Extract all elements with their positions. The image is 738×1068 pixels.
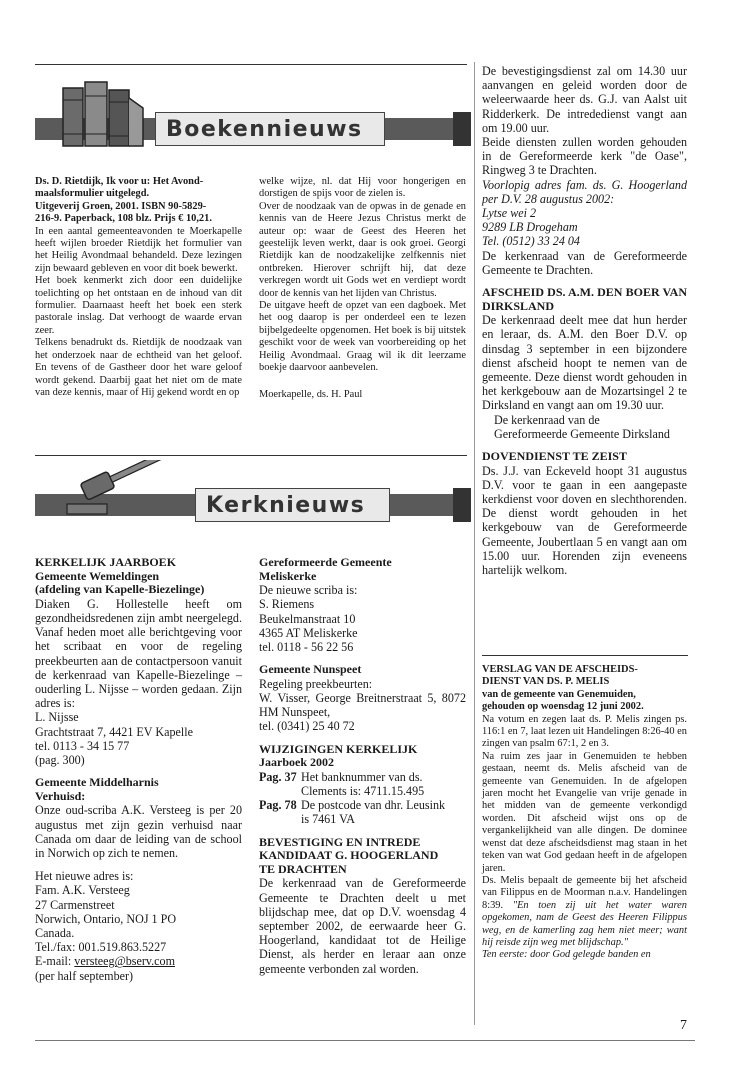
book-para-4: welke wijze, nl. dat Hij voor hongerigen en dorstigen de spijs voor de zielen is.	[259, 176, 466, 200]
meliskerke-line-5: tel. 0118 - 56 22 56	[259, 640, 354, 654]
middelharnis-new-label: Het nieuwe adres is:	[35, 869, 134, 884]
top-rule-left	[35, 64, 467, 65]
verslag-p3a: Ds. Melis bepaalt de gemeente bij het afscheid van Filippus en de Moorman n.a.v. Handelingen 8:39.	[482, 874, 687, 911]
drachten-p2: Beide diensten zullen worden gehouden in de Gereformeerde kerk "de Oase", Ringweg 3 te Drachten.	[482, 135, 687, 178]
kerk-col1	[35, 556, 242, 983]
page-number: 7	[680, 1018, 687, 1033]
nunspeet-heading: Gemeente Nunspeet	[259, 662, 362, 677]
gavel-icon	[65, 460, 175, 522]
middelharnis-addr-3: Norwich, Ontario, NOJ 1 PO	[35, 911, 177, 926]
book-title-line3: Uitgeverij Groen, 2001. ISBN 90-5829-	[35, 200, 207, 212]
drachten-addr-3: 9289 LB Drogeham	[482, 220, 578, 235]
middelharnis-addr-5: Tel./fax: 001.519.863.5227	[35, 940, 167, 955]
meliskerke-line-2: S. Riemens	[259, 597, 315, 612]
meliskerke-heading1: Gereformeerde Gemeente	[259, 555, 392, 569]
drachten-addr-1: Voorlopig adres fam. ds. G. Hoogerland per D.V. 28 augustus 2002:	[482, 177, 687, 206]
column-divider	[474, 62, 475, 1025]
verslag-heading1: VERSLAG VAN DE AFSCHEIDS-	[482, 664, 638, 675]
nunspeet-line-1: Regeling preekbeurten:	[259, 676, 373, 691]
jaarboek-addr-4: (pag. 300)	[35, 753, 85, 768]
afscheid-sign-2: Gereformeerde Gemeente Dirksland	[494, 426, 670, 441]
wijziging-val-1a: Het banknummer van ds.	[301, 769, 423, 784]
middelharnis-addr-4: Canada.	[35, 926, 75, 941]
afscheid-body: De kerkenraad deelt mee dat hun herder en leraar, ds. A.M. den Boer D.V. op dinsdag 3 september in een bijzondere dienst afscheid hoopt te nemen van de gemeente. Deze dienst wordt gehouden in het kerkgebouw aan de Mozartsingel 2 te Dirksland en vangt aan om 19.30 uur.	[482, 313, 687, 413]
afscheid-heading: AFSCHEID DS. A.M. DEN BOER VAN DIRKSLAND	[482, 285, 687, 313]
jaarboek-addr-1: L. Nijsse	[35, 710, 79, 725]
email-link[interactable]: versteeg@bserv.com	[74, 954, 175, 969]
wijziging-val-2	[301, 798, 445, 826]
verslag-p1: Na votum en zegen laat ds. P. Melis zingen ps. 116:1 en 7, laat lezen uit Handelingen 8:26-40 en zingen van psalm 67:1, 2 en 3.	[482, 713, 687, 750]
meliskerke-heading2: Meliskerke	[259, 568, 317, 583]
middelharnis-note: (per half september)	[35, 968, 134, 983]
middelharnis-heading1: Gemeente Middelharnis	[35, 775, 159, 790]
wijziging-val-2a: De postcode van dhr. Leusink	[301, 798, 446, 813]
wijzigingen-heading: WIJZIGINGEN KERKELIJK	[259, 741, 418, 756]
bevestiging-body: De kerkenraad van de Gereformeerde Gemeente te Drachten deelt u met blijdschap mee, dat op D.V. woensdag 4 september 2002, de eerwaarde heer G. Hoogerland, kandidaat tot de Heilige Dienst, als herder en leraar aan onze gemeente verbonden zal worden.	[259, 876, 466, 976]
middelharnis-addr-2: 27 Carmenstreet	[35, 897, 115, 912]
doven-body: Ds. J.J. van Eckeveld hoopt 31 augustus D.V. voor te gaan in een aangepaste kerkdienst voor doven en slechthorenden. De dienst wordt gehouden in het kerkgebouw van de Gereformeerde Gemeente, Joubertlaan 5 en vangt aan om 15.00 uur. Horenden zijn eveneens hartelijk welkom.	[482, 463, 687, 578]
wijziging-val-1b: Clements is: 4711.15.495	[301, 784, 425, 798]
right-rule	[482, 655, 688, 656]
wijziging-row-2	[259, 798, 466, 826]
bottom-rule	[35, 1040, 695, 1041]
drachten-addr-4: Tel. (0512) 33 24 04	[482, 234, 580, 249]
bevestiging-heading1: BEVESTIGING EN INTREDE	[259, 834, 421, 849]
book-review-col1	[35, 176, 242, 399]
book-para-1: In een aantal gemeenteavonden te Moerkapelle heeft wijlen broeder Rietdijk het formulier van het Heilig Avondmaal behandeld. Deze lezingen zijn bewaard gebleven en voor dit boek bewerkt.	[35, 225, 242, 274]
wijziging-key-1: Pag. 37	[259, 769, 297, 784]
verslag-p4: Ten eerste: door God gelegde banden en	[482, 949, 651, 961]
meliskerke-line-4: 4365 AT Meliskerke	[259, 625, 358, 640]
jaarboek-addr-3: tel. 0113 - 34 15 77	[35, 738, 130, 753]
jaarboek-body: Diaken G. Hollestelle heeft om gezondheidsredenen zijn ambt neergelegd. Vanaf heden moet alle berichtgeving voor het scribaat en voor de regeling preekbeurten aan de contactpersoon vanuit de kerkenraad van Kapelle-Biezelinge – ouderling L. Nijsse – worden gedaan. Zijn adres is:	[35, 596, 242, 711]
bevestiging-heading3: TE DRACHTEN	[259, 861, 347, 876]
book-para-6: De uitgave heeft de opzet van een dagboek. Met het oog daarop is per onderdeel een te lezen bijbelgedeelte opgenomen. Het boek is bij uitstek geschikt voor de week van voorbereiding op het Heilig Avondmaal. Graag wil ik dit leerzame boekje daarvoor aanbevelen.	[259, 300, 466, 374]
middelharnis-heading2: Verhuisd:	[35, 788, 86, 803]
bevestiging-heading2: KANDIDAAT G. HOOGERLAND	[259, 848, 439, 863]
verslag-heading2: DIENST VAN DS. P. MELIS	[482, 676, 610, 688]
nunspeet-body: W. Visser, George Breitnerstraat 5, 8072 HM Nunspeet,	[259, 691, 466, 720]
verslag-quote: "En toen zij uit het water waren opgekomen, nam de Geest des Heeren Filippus weg, en de kamerling zag hem niet meer; want hij reisde zijn weg met blijdschap."	[482, 899, 687, 948]
middelharnis-addr-1: Fam. A.K. Versteeg	[35, 883, 130, 898]
book-signature: Moerkapelle, ds. H. Paul	[259, 388, 363, 400]
drachten-p3: De kerkenraad van de Gereformeerde Gemeente te Drachten.	[482, 248, 687, 277]
jaarboek-sub2: (afdeling van Kapelle-Biezelinge)	[35, 582, 205, 597]
jaarboek-sub1: Gemeente Wemeldingen	[35, 568, 160, 583]
nunspeet-tel: tel. (0341) 25 40 72	[259, 719, 355, 734]
right-col-bottom	[482, 664, 687, 962]
wijziging-val-2b: is 7461 VA	[301, 812, 355, 827]
middelharnis-body: Onze oud-scriba A.K. Versteeg is per 20 augustus met zijn gezin verhuisd naar Canada om daar de leiding van de school in Norwich op zich te nemen.	[35, 803, 242, 861]
book-para-5: Over de noodzaak van de opwas in de genade en kennis van de Heere Jezus Christus merkt de auteur op: waar de Geest des Heeren het geestelijk leven werkt, daar is ook groei. Georgi Rietdijk kan de noodzakelijke zelfkennis niet ontbreken. Hierover schrijft hij, dat deze verkregen wordt uit Gods wet en verdiept wordt door de kennis van het lijden van Christus.	[259, 200, 466, 299]
wijziging-key-2: Pag. 78	[259, 798, 297, 813]
wijzigingen-sub: Jaarboek 2002	[259, 755, 334, 770]
drachten-p1: De bevestigingsdienst zal om 14.30 uur aanvangen en geleid worden door de weleerwaarde heer ds. G.J. van Aalst uit Ridderkerk. De intrededienst vangt aan om 19.00 uur.	[482, 64, 687, 135]
verslag-p3	[482, 875, 687, 949]
wijziging-row-1	[259, 770, 466, 798]
kerknieuws-title: Kerknieuws	[195, 488, 390, 522]
meliskerke-line-1: De nieuwe scriba is:	[259, 583, 358, 598]
meliskerke-line-3: Beukelmanstraat 10	[259, 611, 356, 626]
books-icon	[55, 78, 150, 150]
right-col-top	[482, 64, 687, 577]
verslag-sub2: gehouden op woensdag 12 juni 2002.	[482, 701, 644, 713]
middelharnis-email-line	[35, 954, 242, 968]
book-para-3: Telkens benadrukt ds. Rietdijk de noodzaak van het onderzoek naar de echtheid van het geloof. En tevens of de Gastheer door het ware geloof wordt gekend. Daarbij gaat het niet om de mate van deze kennis, maar of Hij gekend wordt en op	[35, 337, 242, 398]
afscheid-sign-1: De kerkenraad van de	[494, 412, 600, 427]
kerk-col2	[259, 556, 466, 976]
mid-rule-left	[35, 455, 467, 456]
book-para-2: Het boek kenmerkt zich door een duidelijke toelichting op het ontstaan en de inhoud van dit formulier. Daarnaast heeft het boek een sterk pastorale inslag. Dat verhoogt de waarde ervan zeer.	[35, 275, 242, 336]
boekennieuws-title: Boekennieuws	[155, 112, 385, 146]
doven-heading: DOVENDIENST TE ZEIST	[482, 449, 627, 464]
drachten-addr-2: Lytse wei 2	[482, 206, 537, 221]
verslag-sub1: van de gemeente van Genemuiden,	[482, 688, 636, 700]
book-title-line2: maalsformulier uitgelegd.	[35, 188, 150, 200]
jaarboek-addr-2: Grachtstraat 7, 4421 EV Kapelle	[35, 724, 193, 739]
email-label: E-mail:	[35, 954, 75, 969]
verslag-p2: Na ruim zes jaar in Genemuiden te hebben gestaan, neemt ds. Melis afscheid van de gemeente van Genemuiden. In de afgelopen jaren mocht het Evangelie van vrije genade in het midden van de gemeente verkondigd worden. Dit afscheid wijst ons op de vergankelijkheid van alle dingen. De dominee wenst dat deze afscheidsdienst mag staan in het teken van wat God gedaan heeft in de afgelopen jaren.	[482, 750, 687, 874]
jaarboek-heading: KERKELIJK JAARBOEK	[35, 555, 177, 569]
book-title-line4: 216-9. Paperback, 108 blz. Prijs € 10,21.	[35, 213, 212, 225]
book-title-line1: Ds. D. Rietdijk, Ik voor u: Het Avond-	[35, 176, 204, 187]
wijziging-val-1	[301, 770, 424, 798]
book-review-col2	[259, 176, 466, 401]
